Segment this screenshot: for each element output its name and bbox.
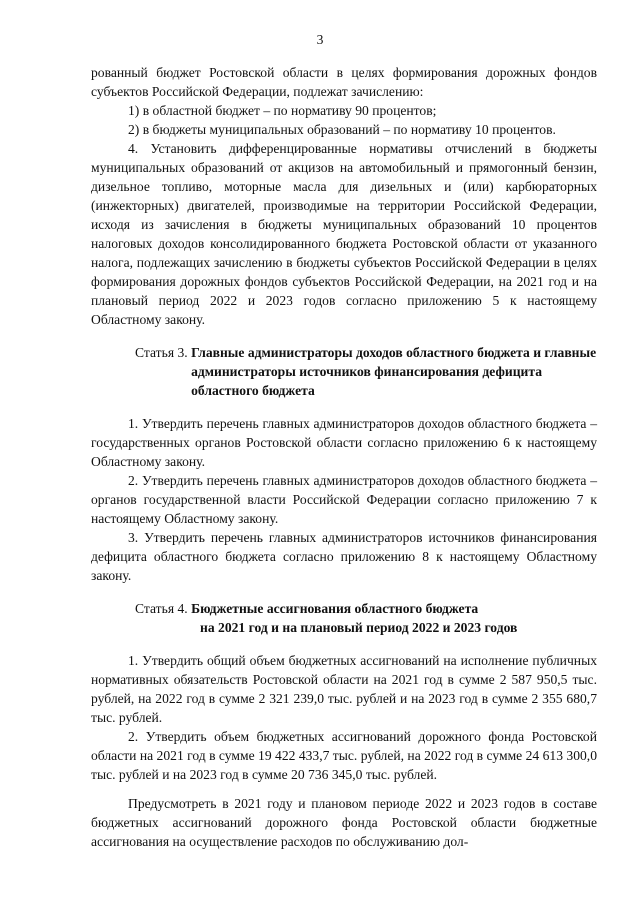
article-4-label: Статья 4. bbox=[135, 601, 188, 616]
paragraph: 2. Утвердить объем бюджетных ассигнований дорожного фонда Ростовской области на 2021 год в сумме 19 422 433,7 тыс. рублей, на 2022 год в сумме 24 613 300,0 тыс. рублей и на 2023 год в сумме 20 736 345,0 тыс. рублей. bbox=[91, 729, 597, 782]
page-number: 3 bbox=[316, 32, 324, 47]
paragraph: рованный бюджет Ростовской области в целях формирования дорожных фондов субъектов Российской Федерации, подлежат зачислению: bbox=[91, 65, 597, 99]
paragraph: Предусмотреть в 2021 году и плановом периоде 2022 и 2023 годов в составе бюджетных ассигнований дорожного фонда Ростовской области бюджетные ассигнования на осуществление расходов по обслуживанию дол- bbox=[91, 796, 597, 849]
paragraph: 1) в областной бюджет – по нормативу 90 процентов; bbox=[128, 103, 437, 118]
article-3-label: Статья 3. bbox=[135, 345, 188, 360]
paragraph: 3. Утвердить перечень главных администраторов источников финансирования дефицита областного бюджета согласно приложению 8 к настоящему Областному закону. bbox=[91, 530, 597, 583]
paragraph: 4. Установить дифференцированные нормативы отчислений в бюджеты муниципальных образований от акцизов на автомобильный и прямогонный бензин, дизельное топливо, моторные масла для дизельных и (или) карбюраторных (инжекторных) двигателей, производимые на территории Российской Федерации, исходя из зачисления в бюджеты муниципальных образований 10 процентов налоговых доходов консолидированного бюджета Ростовской области от указанного налога, подлежащих зачислению в бюджеты субъектов Российской Федерации в целях формирования дорожных фондов субъектов Российской Федерации, на 2021 год и на плановый период 2022 и 2023 годов согласно приложению 5 к настоящему Областному закону. bbox=[91, 141, 597, 327]
paragraph: 2) в бюджеты муниципальных образований – по нормативу 10 процентов. bbox=[128, 122, 556, 137]
paragraph: 2. Утвердить перечень главных администраторов доходов областного бюджета – органов государственной власти Российской Федерации согласно приложению 7 к настоящему Областному закону. bbox=[91, 473, 597, 526]
document-body bbox=[91, 63, 597, 851]
paragraph: 1. Утвердить перечень главных администраторов доходов областного бюджета – государственных органов Ростовской области согласно приложению 6 к настоящему Областному закону. bbox=[91, 416, 597, 469]
article-4-heading bbox=[135, 599, 597, 637]
article-4-title-line1: Бюджетные ассигнования областного бюджета bbox=[191, 601, 479, 616]
article-3-heading bbox=[135, 343, 597, 400]
article-3-title: Главные администраторы доходов областного бюджета и главные администраторы источников финансирования дефицита областного бюджета bbox=[191, 345, 597, 398]
paragraph: 1. Утвердить общий объем бюджетных ассигнований на исполнение публичных нормативных обязательств Ростовской области на 2021 год в сумме 2 587 950,5 тыс. рублей, на 2022 год в сумме 2 321 239,0 тыс. рублей и на 2023 год в сумме 2 355 680,7 тыс. рублей. bbox=[91, 653, 597, 725]
article-4-title-line2: на 2021 год и на плановый период 2022 и 2023 годов bbox=[200, 620, 518, 635]
